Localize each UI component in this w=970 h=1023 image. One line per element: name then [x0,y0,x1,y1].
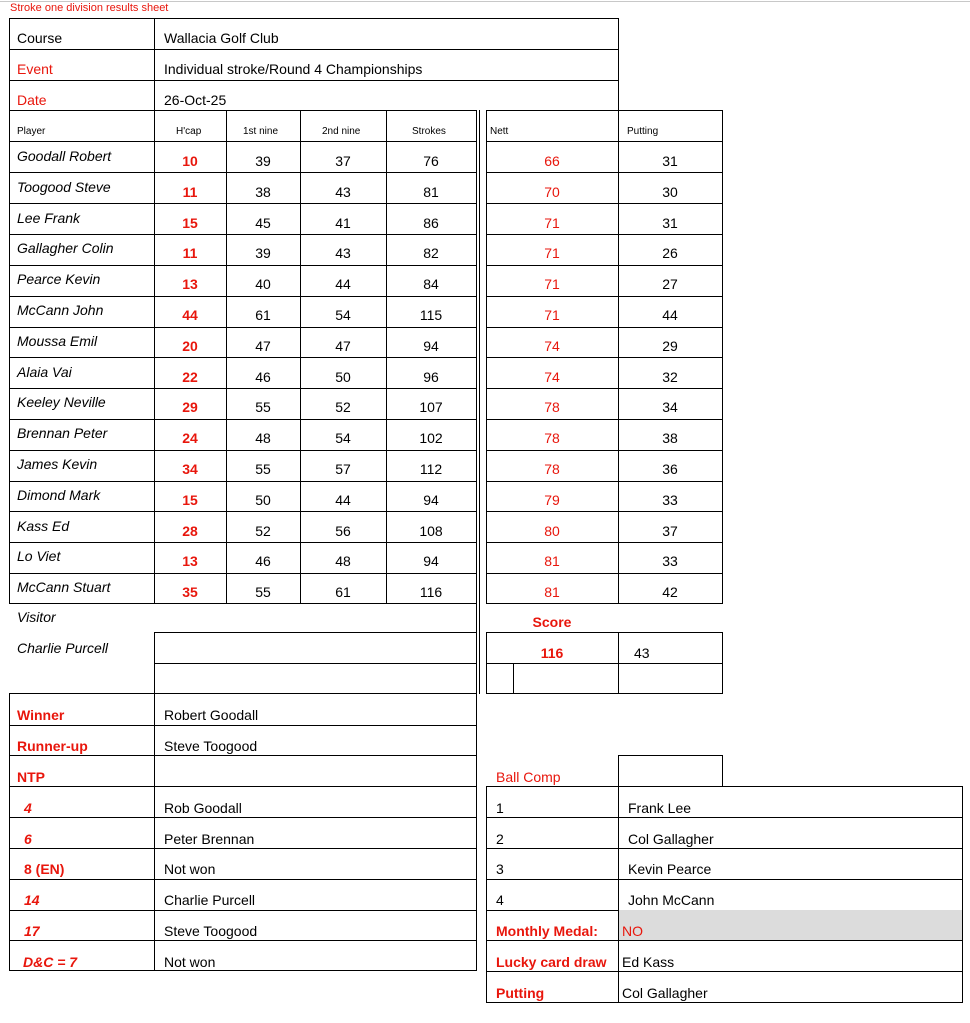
ntp-hole: 17 [24,923,40,939]
player-first-nine: 61 [255,307,271,323]
player-nett: 78 [544,430,560,446]
grid-line [486,848,963,849]
grid-line [154,632,155,694]
grid-line [9,970,477,971]
player-hcap: 15 [182,215,198,231]
ntp-hole: 8 (EN) [24,861,65,877]
player-strokes: 115 [419,307,443,323]
player-putting: 27 [662,276,678,292]
grid-line [618,18,619,111]
grid-line [9,940,477,941]
player-hcap: 13 [182,276,198,292]
player-hcap: 29 [182,399,198,415]
grid-line [486,542,723,543]
player-hcap: 35 [182,584,198,600]
player-hcap: 20 [182,338,198,354]
player-nett: 66 [544,153,560,169]
grid-line [486,110,723,111]
player-name: Keeley Neville [17,394,106,410]
grid-line [486,940,963,941]
monthly-medal-value: NO [622,923,643,939]
player-second-nine: 50 [335,369,351,385]
grid-line [618,755,619,1003]
grid-line [9,817,477,818]
grid-line [9,110,10,604]
player-putting: 32 [662,369,678,385]
player-strokes: 108 [419,523,443,539]
grid-line [9,388,477,389]
player-name: Alaia Vai [17,364,72,380]
player-second-nine: 41 [335,215,351,231]
grid-line [476,725,477,971]
date-value: 26-Oct-25 [164,92,227,108]
player-hcap: 24 [182,430,198,446]
player-name: Lee Frank [17,210,81,226]
grid-line [9,755,477,756]
player-first-nine: 46 [255,369,271,385]
grid-line [486,971,963,972]
grid-line [9,481,477,482]
putting-prize-label: Putting [496,985,545,1001]
grid-line [9,49,619,50]
player-nett: 74 [544,369,560,385]
player-strokes: 107 [419,399,443,415]
score-label: Score [532,614,572,630]
ball-comp-name: Frank Lee [628,800,692,816]
ntp-name: Rob Goodall [164,800,242,816]
grid-line [722,110,723,604]
player-hcap: 22 [182,369,198,385]
grid-line [9,725,477,726]
grid-line [722,632,723,694]
grid-line [9,879,477,880]
grid-line [486,388,723,389]
player-name: McCann John [17,302,104,318]
grid-line [618,632,619,694]
grid-line [154,693,155,971]
player-putting: 34 [662,399,678,415]
grid-line [486,357,723,358]
header-strokes: Strokes [412,126,446,137]
grid-line [962,786,963,1003]
visitor-putting: 43 [634,645,650,661]
event-label: Event [17,61,53,77]
ntp-name: Not won [164,954,216,970]
player-putting: 42 [662,584,678,600]
visitor-label: Visitor [17,609,56,625]
player-hcap: 10 [182,153,198,169]
player-second-nine: 48 [335,553,351,569]
monthly-medal-label: Monthly Medal: [496,923,598,939]
player-hcap: 13 [182,553,198,569]
grid-line [9,80,619,81]
player-putting: 26 [662,245,678,261]
player-nett: 74 [544,338,560,354]
player-putting: 29 [662,338,678,354]
grid-line [486,573,723,574]
grid-line [9,18,10,111]
ball-comp-place: 2 [496,831,504,847]
player-nett: 79 [544,492,560,508]
ntp-hole: 6 [24,831,32,847]
ball-comp-name: Col Gallagher [628,831,714,847]
player-first-nine: 39 [255,245,271,261]
player-nett: 71 [544,215,560,231]
grid-line [513,663,514,694]
player-name: McCann Stuart [17,579,111,595]
grid-line [486,141,723,142]
winner-value: Robert Goodall [164,707,259,723]
player-second-nine: 37 [335,153,351,169]
grid-line [9,693,10,971]
grid-line [618,755,723,756]
grid-line [486,265,723,266]
grid-line [486,603,723,604]
player-strokes: 86 [423,215,439,231]
player-name: Moussa Emil [17,333,98,349]
header-first-nine: 1st nine [243,126,279,137]
header-putting: Putting [627,126,659,137]
runnerup-value: Steve Toogood [164,738,258,754]
player-second-nine: 44 [335,492,351,508]
grid-line [722,755,723,787]
player-putting: 37 [662,523,678,539]
player-first-nine: 38 [255,184,271,200]
grid-line [486,786,963,787]
player-second-nine: 47 [335,338,351,354]
player-name: Gallagher Colin [17,240,114,256]
ball-comp-place: 4 [496,892,504,908]
player-hcap: 11 [182,184,198,200]
player-strokes: 81 [423,184,439,200]
grid-line [486,481,723,482]
player-first-nine: 45 [255,215,271,231]
player-nett: 78 [544,461,560,477]
ball-comp-place: 3 [496,861,504,877]
player-hcap: 15 [182,492,198,508]
player-first-nine: 52 [255,523,271,539]
grid-line [486,419,723,420]
grid-line [479,110,480,694]
visitor-score: 116 [540,645,564,661]
player-first-nine: 46 [255,553,271,569]
player-putting: 31 [662,215,678,231]
grid-line [9,265,477,266]
player-strokes: 82 [423,245,439,261]
grid-line [9,693,477,694]
sheet-title: Stroke one division results sheet [10,2,169,14]
ntp-label: NTP [17,769,45,785]
course-value: Wallacia Golf Club [164,30,279,46]
grid-line [9,234,477,235]
course-label: Course [17,30,63,46]
player-nett: 80 [544,523,560,539]
grid-line [486,693,723,694]
grid-line [9,450,477,451]
player-putting: 36 [662,461,678,477]
grid-line [486,511,723,512]
header-hcap: H'cap [176,126,202,137]
player-nett: 81 [544,553,560,569]
player-second-nine: 43 [335,184,351,200]
player-strokes: 94 [423,553,439,569]
player-nett: 78 [544,399,560,415]
player-putting: 30 [662,184,678,200]
player-name: Toogood Steve [17,179,111,195]
grid-line [9,172,477,173]
player-name: Pearce Kevin [17,271,101,287]
header-second-nine: 2nd nine [322,126,361,137]
grid-line [9,141,477,142]
player-hcap: 34 [182,461,198,477]
ntp-name: Not won [164,861,216,877]
grid-line [9,542,477,543]
grid-line [154,18,155,111]
ntp-name: Charlie Purcell [164,892,256,908]
ntp-hole: 4 [24,800,32,816]
date-label: Date [17,92,47,108]
grid-line [9,786,477,787]
player-strokes: 94 [423,338,439,354]
lucky-draw-label: Lucky card draw [496,954,607,970]
grid-line [486,296,723,297]
player-hcap: 28 [182,523,198,539]
player-first-nine: 40 [255,276,271,292]
grid-line [9,603,477,604]
ball-comp-place: 1 [496,800,504,816]
winner-label: Winner [17,707,65,723]
player-putting: 31 [662,153,678,169]
grid-line [9,110,477,111]
grid-line [486,663,723,664]
grid-line [486,172,723,173]
player-nett: 71 [544,307,560,323]
player-putting: 44 [662,307,678,323]
runnerup-label: Runner-up [17,738,88,754]
grid-line [9,327,477,328]
player-hcap: 44 [182,307,198,323]
player-nett: 71 [544,276,560,292]
grid-line [9,848,477,849]
player-putting: 33 [662,553,678,569]
grid-line [9,18,619,19]
ntp-hole: 14 [24,892,40,908]
player-name: Kass Ed [17,518,70,534]
player-name: Goodall Robert [17,148,112,164]
visitor-name: Charlie Purcell [17,640,109,656]
player-strokes: 84 [423,276,439,292]
player-name: Brennan Peter [17,425,108,441]
player-first-nine: 55 [255,584,271,600]
player-name: Lo Viet [17,548,61,564]
player-second-nine: 43 [335,245,351,261]
player-second-nine: 56 [335,523,351,539]
grid-line [486,632,723,633]
header-player: Player [17,126,46,137]
grid-line [9,357,477,358]
grid-line [486,327,723,328]
grid-line [9,419,477,420]
player-first-nine: 55 [255,461,271,477]
grid-line [486,879,963,880]
player-second-nine: 44 [335,276,351,292]
player-name: James Kevin [17,456,98,472]
grid-line [9,296,477,297]
lucky-draw-value: Ed Kass [622,954,675,970]
ntp-hole: D&C = 7 [23,954,78,970]
grid-line [154,632,477,633]
player-first-nine: 39 [255,153,271,169]
player-second-nine: 61 [335,584,351,600]
grid-line [486,632,487,694]
player-second-nine: 52 [335,399,351,415]
player-first-nine: 47 [255,338,271,354]
grid-line [486,203,723,204]
ntp-name: Peter Brennan [164,831,255,847]
ntp-name: Steve Toogood [164,923,258,939]
grid-line [9,910,477,911]
player-strokes: 116 [419,584,443,600]
player-hcap: 11 [182,245,198,261]
player-first-nine: 50 [255,492,271,508]
grid-line [476,110,477,726]
player-putting: 33 [662,492,678,508]
player-nett: 71 [544,245,560,261]
player-second-nine: 54 [335,430,351,446]
medal-highlight [619,910,962,940]
player-strokes: 76 [423,153,439,169]
player-second-nine: 54 [335,307,351,323]
player-nett: 81 [544,584,560,600]
grid-line [154,663,477,664]
player-name: Dimond Mark [17,487,101,503]
player-strokes: 112 [419,461,443,477]
player-strokes: 102 [419,430,443,446]
player-second-nine: 57 [335,461,351,477]
player-putting: 38 [662,430,678,446]
event-value: Individual stroke/Round 4 Championships [164,61,423,77]
header-nett: Nett [490,126,509,137]
player-nett: 70 [544,184,560,200]
grid-line [486,450,723,451]
grid-line [486,1002,963,1003]
grid-line [9,573,477,574]
grid-line [9,203,477,204]
player-first-nine: 48 [255,430,271,446]
grid-line [9,511,477,512]
player-strokes: 94 [423,492,439,508]
grid-line [486,817,963,818]
ball-comp-name: Kevin Pearce [628,861,712,877]
grid-line [486,786,487,1003]
ball-comp-label: Ball Comp [496,769,561,785]
grid-line [486,234,723,235]
putting-prize-value: Col Gallagher [622,985,708,1001]
ball-comp-name: John McCann [628,892,715,908]
player-strokes: 96 [423,369,439,385]
player-first-nine: 55 [255,399,271,415]
